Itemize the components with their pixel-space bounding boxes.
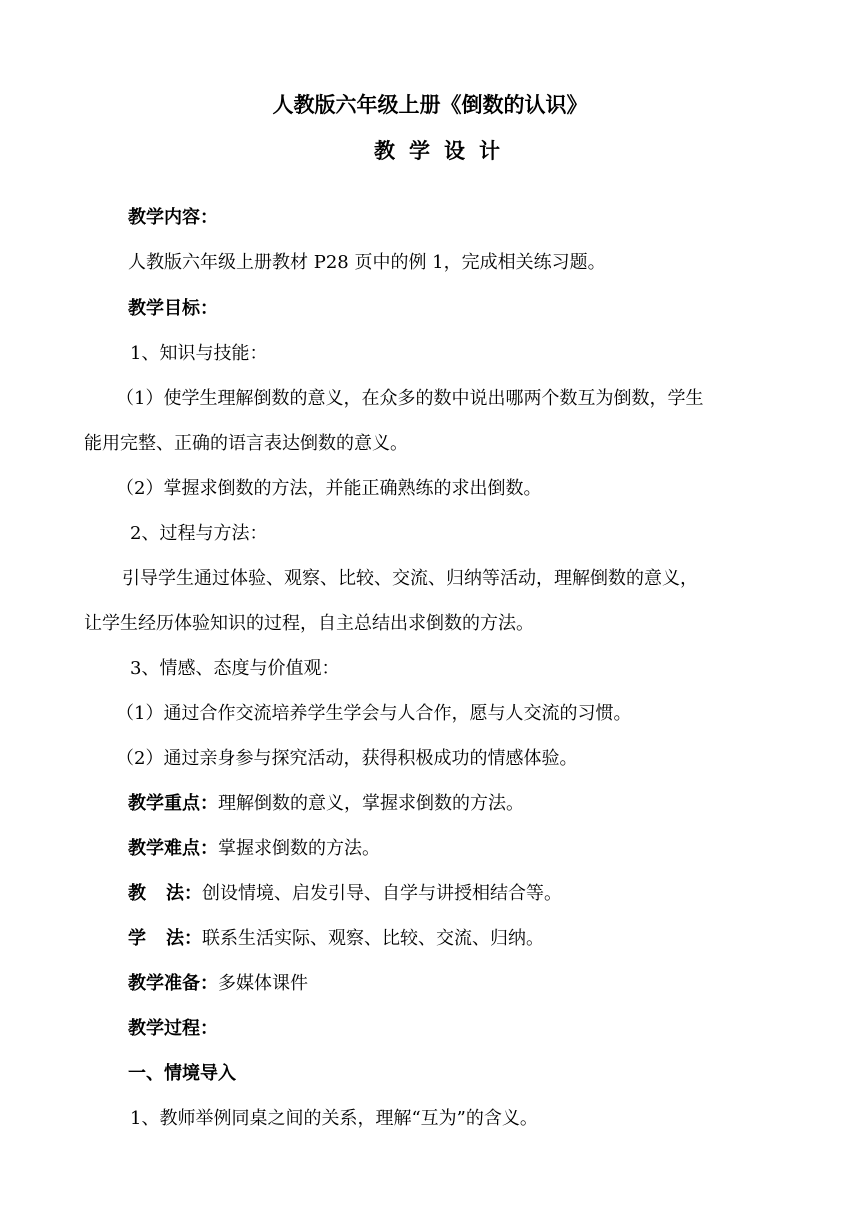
content-heading: 教学内容： [128,207,218,228]
goal2-text-line2: 让学生经历体验知识的过程，自主总结出求倒数的方法。 [84,613,534,634]
process-heading: 教学过程： [128,1018,218,1039]
key-point-label: 教学重点： [128,793,218,814]
teaching-method [128,881,562,907]
goal2-text-line1: 引导学生通过体验、观察、比较、交流、归纳等活动，理解倒数的意义， [122,568,698,589]
section1-heading: 一、情境导入 [128,1063,236,1084]
goal1-item2: （2）掌握求倒数的方法，并能正确熟练的求出倒数。 [116,478,542,499]
goal3-item2: （2）通过亲身参与探究活动，获得积极成功的情感体验。 [116,748,578,769]
goal1-heading: 1、知识与技能： [130,343,268,364]
key-point-text: 理解倒数的意义，掌握求倒数的方法。 [218,793,524,814]
learning-method-text: 联系生活实际、观察、比较、交流、归纳。 [202,928,544,949]
learning-method [128,926,544,952]
key-point [128,791,524,817]
goal1-item1-line2: 能用完整、正确的语言表达倒数的意义。 [84,433,408,454]
goal2-heading: 2、过程与方法： [130,523,268,544]
content-text: 人教版六年级上册教材 P28 页中的例 1，完成相关练习题。 [128,252,606,273]
document-title: 人教版六年级上册《倒数的认识》 [272,92,588,117]
goals-heading: 教学目标： [128,298,218,319]
goal3-item1: （1）通过合作交流培养学生学会与人合作，愿与人交流的习惯。 [116,703,632,724]
teaching-method-text: 创设情境、启发引导、自学与讲授相结合等。 [202,883,562,904]
teaching-prep [128,971,308,997]
difficulty-point [128,836,380,862]
teaching-method-label: 教 法： [128,883,202,904]
goal1-item1-line1: （1）使学生理解倒数的意义，在众多的数中说出哪两个数互为倒数，学生 [116,388,704,409]
teaching-prep-text: 多媒体课件 [218,973,308,994]
learning-method-label: 学 法： [128,928,202,949]
teaching-prep-label: 教学准备： [128,973,218,994]
difficulty-text: 掌握求倒数的方法。 [218,838,380,859]
difficulty-label: 教学难点： [128,838,218,859]
section1-item1: 1、教师举例同桌之间的关系，理解“互为”的含义。 [130,1108,538,1129]
document-subtitle: 教学设计 [374,138,514,163]
goal3-heading: 3、情感、态度与价值观： [130,658,340,679]
